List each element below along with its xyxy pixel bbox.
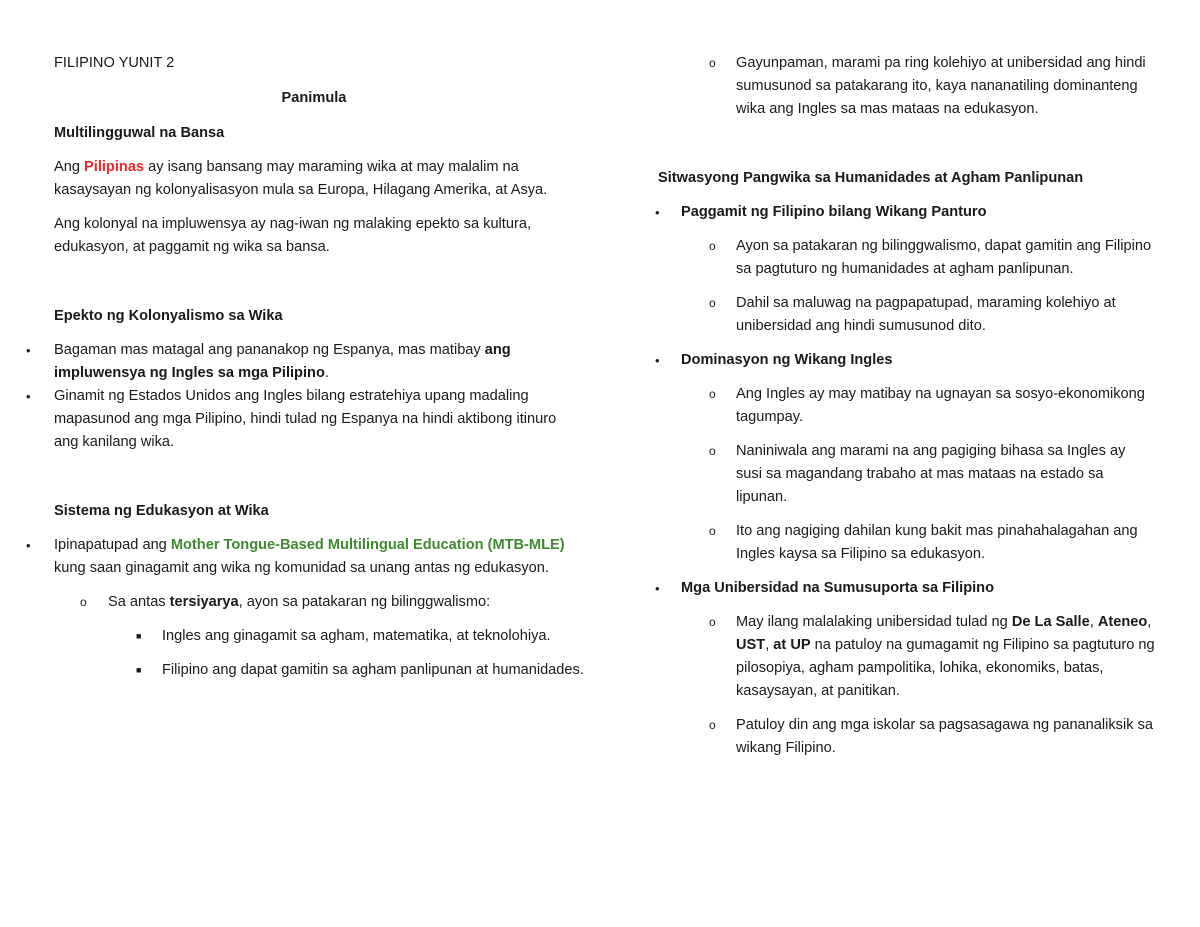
list-item	[0, 385, 584, 454]
section-title-panimula: Panimula	[281, 90, 347, 106]
paragraph-pilipinas	[54, 156, 584, 202]
highlight-pilipinas: Pilipinas	[84, 159, 145, 175]
list-sitwasyon	[655, 201, 1155, 760]
left-column	[26, 52, 584, 682]
bullet-marker: •	[655, 205, 660, 220]
list-sistema	[0, 534, 584, 682]
document-title: FILIPINO YUNIT 2	[54, 55, 175, 71]
list-text: kung saan ginagamit ang wika ng komunidad sa unang antas ng edukasyon.	[54, 560, 549, 576]
sub-bullet-marker: o	[709, 718, 716, 732]
square-bullet-marker: ■	[136, 665, 142, 675]
sub-bullet-marker: o	[709, 56, 716, 70]
right-column	[655, 52, 1155, 760]
university-name: UST	[736, 637, 766, 653]
bullet-marker: •	[655, 581, 660, 596]
list-text: May ilang malalaking unibersidad tulad ng	[736, 614, 1012, 630]
list-text: na patuloy na gumagamit ng Filipino sa pagtuturo ng pilosopiya, agham pampolitika, lohika, ekonomiks, batas, kasaysayan, at panitikan.	[736, 637, 1155, 699]
sub-list-item	[655, 235, 1155, 281]
sub-list-item	[655, 611, 1155, 703]
list-item	[655, 577, 1155, 600]
list-text: Ipinapatupad ang	[54, 537, 171, 553]
list-text: Sa antas	[108, 594, 170, 610]
list-text: .	[324, 365, 329, 381]
list-text: Gayunpaman, marami pa ring kolehiyo at unibersidad ang hindi sumusunod sa patakarang ito, kaya nananatiling dominanteng wika ang Ingles sa mas mataas na edukasyon.	[736, 55, 1146, 117]
heading-sistema: Sistema ng Edukasyon at Wika	[54, 503, 269, 519]
list-text: Ginamit ng Estados Unidos ang Ingles bilang estratehiya upang madaling mapasunod ang mga Pilipino, hindi tulad ng Espanya na hindi aktibong itinuro ang kanilang wika.	[54, 388, 557, 450]
sub-list-item	[655, 292, 1155, 338]
heading-epekto: Epekto ng Kolonyalismo sa Wika	[54, 308, 283, 324]
sub-list-item	[655, 52, 1155, 121]
sub-list-item	[655, 520, 1155, 566]
university-name: De La Salle	[1011, 614, 1090, 630]
list-text: Ayon sa patakaran ng bilinggwalismo, dapat gamitin ang Filipino sa pagtuturo ng humanidades at agham panlipunan.	[736, 238, 1152, 277]
list-text: Ang Ingles ay may matibay na ugnayan sa sosyo-ekonomikong tagumpay.	[736, 386, 1145, 425]
sub-list-item	[655, 714, 1155, 760]
list-text: Naniniwala ang marami na ang pagiging bihasa sa Ingles ay susi sa magandang trabaho at mas mataas na estado sa lipunan.	[736, 443, 1126, 505]
paragraph-kolonyal: Ang kolonyal na impluwensya ay nag-iwan ng malaking epekto sa kultura, edukasyon, at paggamit ng wika sa bansa.	[54, 216, 532, 255]
sub-list-item	[655, 383, 1155, 429]
bullet-marker: •	[655, 353, 660, 368]
sub-bullet-marker: o	[709, 387, 716, 401]
list-item	[0, 339, 584, 385]
paragraph-text: ay isang bansang may maraming wika at may malalim na kasaysayan ng kolonyalisasyon mula sa Europa, Hilagang Amerika, at Asya.	[54, 159, 548, 198]
list-epekto	[0, 339, 584, 454]
bullet-marker: •	[26, 389, 31, 404]
sub-bullet-marker: o	[709, 296, 716, 310]
heading-sitwasyon: Sitwasyong Pangwika sa Humanidades at Agham Panlipunan	[658, 170, 1084, 186]
list-text: Patuloy din ang mga iskolar sa pagsasagawa ng pananaliksik sa wikang Filipino.	[736, 717, 1153, 756]
list-text-bold: Mga Unibersidad na Sumusuporta sa Filipino	[681, 580, 994, 596]
list-text-bold: Dominasyon ng Wikang Ingles	[681, 352, 893, 368]
sub-bullet-marker: o	[709, 615, 716, 629]
sub-sub-list-item	[0, 625, 584, 648]
sub-sub-list-item	[0, 659, 584, 682]
sub-bullet-marker: o	[80, 595, 87, 609]
list-text: Dahil sa maluwag na pagpapatupad, maraming kolehiyo at unibersidad ang hindi sumusunod dito.	[736, 295, 1116, 334]
paragraph-text: Ang	[54, 159, 85, 175]
list-text: Filipino ang dapat gamitin sa agham panlipunan at humanidades.	[162, 662, 584, 678]
list-text: , ayon sa patakaran ng bilinggwalismo:	[238, 594, 491, 610]
sub-list-item	[0, 591, 584, 614]
heading-multilingual: Multilingguwal na Bansa	[54, 125, 225, 141]
university-name: at UP	[773, 637, 811, 653]
list-text: Ito ang nagiging dahilan kung bakit mas pinahahalagahan ang Ingles kaysa sa Filipino sa edukasyon.	[736, 523, 1138, 562]
sub-bullet-marker: o	[709, 239, 716, 253]
list-text: ,	[1147, 614, 1152, 630]
bullet-marker: •	[26, 538, 31, 553]
list-item	[0, 534, 584, 580]
list-item	[655, 201, 1155, 224]
sub-bullet-marker: o	[709, 444, 716, 458]
bullet-marker: •	[26, 343, 31, 358]
list-text: Ingles ang ginagamit sa agham, matematika, at teknolohiya.	[162, 628, 551, 644]
list-text-bold: ang impluwensya ng Ingles sa mga Pilipino	[54, 342, 511, 381]
list-continued	[655, 52, 1155, 121]
list-text-bold: Paggamit ng Filipino bilang Wikang Panturo	[681, 204, 987, 220]
university-name: Ateneo	[1097, 614, 1148, 630]
list-text: Bagaman mas matagal ang pananakop ng Espanya, mas matibay	[54, 342, 485, 358]
highlight-mtb-mle: Mother Tongue-Based Multilingual Education (MTB-MLE)	[170, 537, 565, 553]
square-bullet-marker: ■	[136, 631, 142, 641]
list-text: ,	[765, 637, 774, 653]
list-text: ,	[1089, 614, 1098, 630]
sub-list-item	[655, 440, 1155, 509]
list-item	[655, 349, 1155, 372]
list-text-bold: tersiyarya	[169, 594, 239, 610]
sub-bullet-marker: o	[709, 524, 716, 538]
